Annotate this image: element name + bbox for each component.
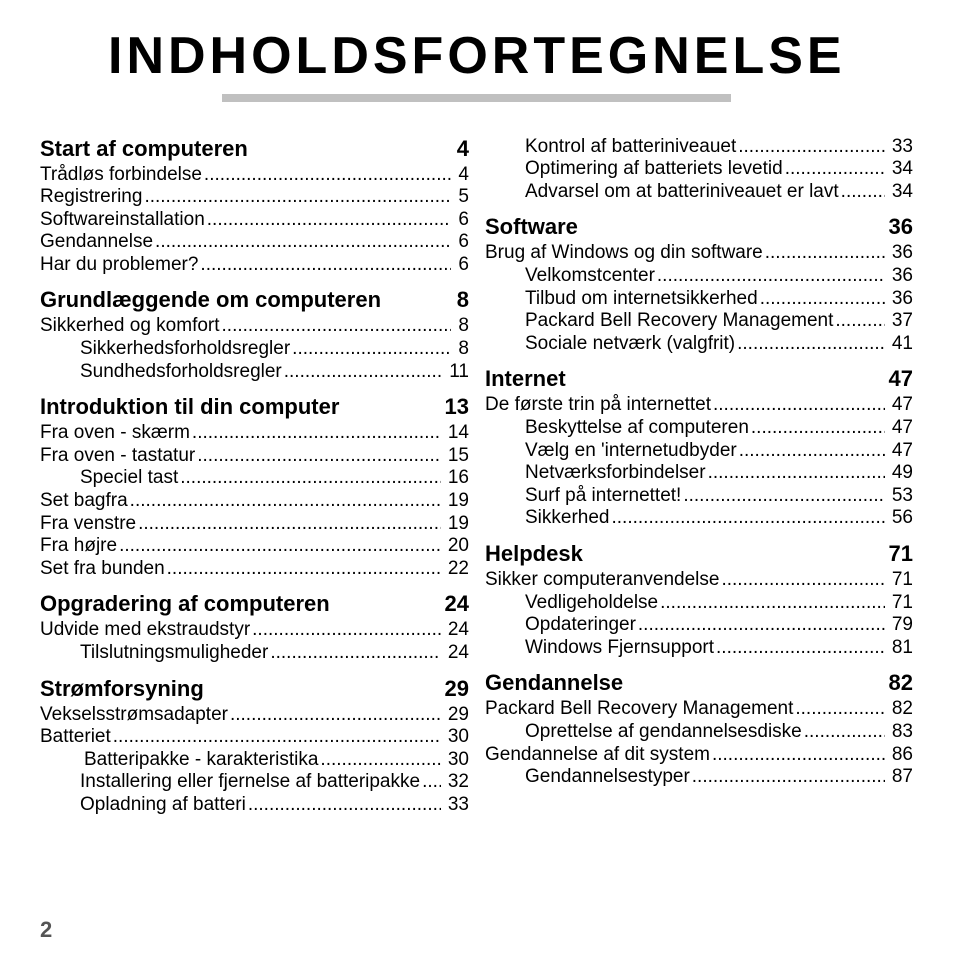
toc-section-heading[interactable] [485, 363, 913, 394]
dot-leader [841, 181, 885, 204]
dot-leader [292, 338, 451, 361]
subentry-title: Netværksforbindelser [525, 462, 706, 484]
entry-title: Sikkerhed og komfort [40, 315, 220, 337]
section-title: Strømforsyning [40, 675, 204, 701]
entry-page: 14 [447, 422, 469, 444]
dot-leader [713, 394, 885, 417]
toc-subentry[interactable] [485, 592, 913, 615]
dot-leader [230, 704, 441, 727]
toc-section-heading[interactable] [40, 284, 469, 315]
entry-page: 47 [891, 394, 913, 416]
subentry-page: 16 [447, 467, 469, 489]
toc-entry[interactable] [485, 744, 913, 767]
toc-entry[interactable] [485, 242, 913, 265]
toc-entry[interactable] [40, 209, 469, 232]
dot-leader [248, 794, 441, 817]
entry-page: 24 [447, 619, 469, 641]
entry-title: Set bagfra [40, 490, 128, 512]
toc-subentry[interactable] [40, 361, 469, 384]
dot-leader [721, 569, 884, 592]
entry-title: Fra venstre [40, 512, 137, 534]
subentry-page: 34 [891, 180, 913, 202]
toc-subentry[interactable] [485, 462, 913, 485]
toc-section-heading[interactable] [40, 588, 469, 619]
entry-title: Packard Bell Recovery Management [485, 698, 794, 720]
toc-subentry[interactable] [485, 181, 913, 204]
page-title: INDHOLDSFORTEGNELSE [108, 27, 846, 85]
subentry-page: 32 [447, 771, 469, 793]
section-page: 71 [888, 541, 913, 566]
toc-entry[interactable] [40, 513, 469, 536]
subentry-page: 53 [891, 484, 913, 506]
subentry-page: 49 [891, 462, 913, 484]
entry-title: De første trin på internettet [485, 394, 711, 416]
entry-title: Sikker computeranvendelse [485, 569, 720, 590]
subentry-page: 8 [458, 338, 469, 360]
toc-subentry[interactable] [485, 333, 913, 356]
dot-leader [138, 513, 441, 536]
entry-title: Batteriet [40, 726, 111, 748]
dot-leader [422, 771, 441, 794]
section-title: Software [485, 214, 578, 240]
entry-page: 86 [891, 743, 913, 765]
subentry-page: 37 [891, 310, 913, 332]
dot-leader [200, 254, 451, 277]
toc-entry[interactable] [40, 231, 469, 254]
toc-entry[interactable] [40, 445, 469, 468]
toc-entry[interactable] [40, 619, 469, 642]
dot-leader [252, 619, 441, 642]
subentry-title: Kontrol af batteriniveauet [525, 135, 737, 157]
subentry-title: Sikkerhed [525, 507, 610, 529]
dot-leader [130, 490, 441, 513]
subentry-page: 36 [891, 265, 913, 287]
entry-title: Vekselsstrømsadapter [40, 703, 228, 725]
section-page: 82 [888, 670, 913, 696]
subentry-title: Sundhedsforholdsregler [80, 360, 282, 382]
toc-subentry[interactable] [40, 338, 469, 361]
entry-page: 29 [447, 703, 469, 725]
entry-title: Trådløs forbindelse [40, 163, 202, 185]
subentry-title: Installering eller fjernelse af batteripakke [80, 771, 421, 793]
dot-leader [270, 642, 441, 665]
entry-page: 30 [447, 726, 469, 748]
dot-leader [207, 209, 452, 232]
subentry-title: Tilbud om internetsikkerhed [525, 287, 758, 309]
section-page: 36 [888, 214, 913, 240]
toc-subentry[interactable] [485, 288, 913, 311]
toc-subentry[interactable] [485, 637, 913, 660]
dot-leader [708, 462, 885, 485]
dot-leader [739, 440, 885, 463]
entry-title: Udvide med ekstraudstyr [40, 619, 251, 641]
subentry-page: 24 [447, 642, 469, 663]
toc-entry[interactable] [485, 569, 913, 592]
dot-leader [284, 361, 443, 384]
toc-entry[interactable] [40, 254, 469, 277]
subentry-title: Packard Bell Recovery Management [525, 310, 834, 332]
entry-title: Set fra bunden [40, 557, 165, 579]
entry-title: Fra oven - skærm [40, 422, 190, 444]
subentry-title: Speciel tast [80, 467, 179, 489]
entry-title: Har du problemer? [40, 253, 199, 275]
dot-leader [612, 507, 885, 530]
toc-subentry[interactable] [40, 642, 469, 665]
toc-subentry[interactable] [40, 749, 469, 772]
subentry-title: Beskyttelse af computeren [525, 417, 749, 439]
toc-subentry[interactable] [485, 485, 913, 508]
section-title: Gendannelse [485, 670, 624, 696]
entry-page: 36 [891, 242, 913, 264]
title-underline-bar [222, 94, 731, 102]
subentry-title: Sociale netværk (valgfrit) [525, 332, 736, 354]
subentry-page: 47 [891, 439, 913, 461]
subentry-page: 33 [447, 793, 469, 815]
entry-title: Registrering [40, 186, 143, 208]
dot-leader [712, 744, 885, 767]
dot-leader [692, 766, 885, 789]
subentry-title: Opdateringer [525, 614, 636, 636]
page-number: 2 [40, 917, 53, 942]
entry-page: 6 [458, 231, 469, 253]
entry-page: 82 [891, 698, 913, 720]
section-page: 8 [456, 287, 469, 313]
dot-leader [795, 698, 884, 721]
toc-subentry[interactable] [485, 265, 913, 288]
toc-section-heading[interactable] [40, 133, 469, 164]
subentry-page: 79 [891, 614, 913, 636]
toc-entry[interactable] [40, 315, 469, 338]
subentry-title: Windows Fjernsupport [525, 636, 715, 658]
toc-left-column [40, 133, 469, 817]
entry-title: Brug af Windows og din software [485, 242, 763, 264]
subentry-page: 34 [891, 158, 913, 180]
subentry-page: 71 [891, 591, 913, 613]
dot-leader [760, 288, 885, 311]
subentry-title: Optimering af batteriets levetid [525, 158, 783, 180]
dot-leader [785, 158, 885, 181]
entry-page: 5 [458, 186, 469, 208]
subentry-page: 81 [891, 636, 913, 658]
entry-page: 15 [447, 444, 469, 466]
toc-subentry[interactable] [485, 417, 913, 440]
subentry-title: Oprettelse af gendannelsesdiske [525, 720, 802, 742]
dot-leader [638, 614, 885, 637]
section-title: Start af computeren [40, 135, 248, 161]
entry-page: 8 [458, 315, 469, 337]
dot-leader [716, 637, 885, 660]
toc-subentry[interactable] [485, 766, 913, 789]
section-title: Grundlæggende om computeren [40, 287, 382, 313]
toc-entry[interactable] [40, 535, 469, 558]
toc-subentry[interactable] [485, 721, 913, 744]
dot-leader [835, 310, 884, 333]
dot-leader [192, 422, 441, 445]
toc-subentry[interactable] [40, 794, 469, 817]
subentry-page: 87 [891, 766, 913, 788]
subentry-page: 41 [891, 332, 913, 354]
subentry-page: 30 [447, 748, 469, 770]
entry-page: 22 [447, 557, 469, 579]
entry-page: 20 [447, 535, 469, 557]
dot-leader [180, 467, 441, 490]
toc-entry[interactable] [40, 726, 469, 749]
dot-leader [804, 721, 885, 744]
toc-subentry[interactable] [485, 440, 913, 463]
subentry-page: 33 [891, 135, 913, 157]
subentry-page: 11 [449, 360, 469, 382]
subentry-page: 83 [891, 720, 913, 742]
toc-subentry[interactable] [40, 467, 469, 490]
entry-title: Fra oven - tastatur [40, 444, 196, 466]
subentry-page: 56 [891, 507, 913, 529]
toc-subentry[interactable] [40, 771, 469, 794]
dot-leader [167, 558, 441, 581]
toc-entry[interactable] [40, 186, 469, 209]
toc-entry[interactable] [40, 558, 469, 581]
dot-leader [113, 726, 441, 749]
dot-leader [119, 535, 441, 558]
toc-subentry[interactable] [485, 158, 913, 181]
entry-page: 4 [458, 163, 469, 185]
toc-right-column [485, 136, 913, 789]
toc-subentry[interactable] [485, 614, 913, 637]
toc-subentry[interactable] [485, 310, 913, 333]
dot-leader [320, 749, 440, 772]
dot-leader [657, 265, 885, 288]
toc-section-heading[interactable] [485, 538, 913, 569]
toc-section-heading[interactable] [485, 211, 913, 242]
section-page: 4 [456, 135, 469, 161]
entry-page: 6 [458, 208, 469, 230]
toc-subentry[interactable] [485, 507, 913, 530]
dot-leader [751, 417, 885, 440]
dot-leader [683, 485, 885, 508]
toc-entry[interactable] [40, 164, 469, 187]
section-page: 13 [444, 394, 469, 420]
toc-section-heading[interactable] [40, 391, 469, 422]
dot-leader [738, 136, 885, 159]
section-title: Opgradering af computeren [40, 591, 330, 617]
section-title: Introduktion til din computer [40, 394, 340, 420]
toc-entry[interactable] [40, 490, 469, 513]
section-title: Internet [485, 366, 566, 392]
dot-leader [155, 231, 451, 254]
entry-title: Gendannelse [40, 231, 154, 253]
section-page: 47 [888, 366, 913, 392]
toc-entry[interactable] [40, 422, 469, 445]
subentry-title: Tilslutningsmuligheder [80, 642, 269, 663]
section-title: Helpdesk [485, 541, 583, 566]
entry-page: 71 [891, 569, 913, 590]
entry-page: 6 [458, 253, 469, 275]
toc-section-heading[interactable] [485, 667, 913, 698]
toc-subentry[interactable] [485, 136, 913, 159]
dot-leader [660, 592, 885, 615]
toc-section-heading[interactable] [40, 673, 469, 704]
subentry-title: Vedligeholdelse [525, 591, 659, 613]
section-page: 29 [444, 675, 469, 701]
dot-leader [204, 164, 452, 187]
subentry-title: Advarsel om at batteriniveauet er lavt [525, 180, 839, 202]
toc-entry[interactable] [40, 704, 469, 727]
dot-leader [765, 242, 885, 265]
dot-leader [144, 186, 451, 209]
subentry-title: Vælg en 'internetudbyder [525, 439, 737, 461]
subentry-title: Gendannelsestyper [525, 766, 690, 788]
entry-title: Fra højre [40, 535, 118, 557]
subentry-page: 47 [891, 417, 913, 439]
subentry-page: 36 [891, 287, 913, 309]
toc-entry[interactable] [485, 698, 913, 721]
subentry-title: Surf på internettet! [525, 484, 682, 506]
subentry-title: Sikkerhedsforholdsregler [80, 338, 291, 360]
dot-leader [222, 315, 452, 338]
entry-page: 19 [447, 490, 469, 512]
subentry-title: Velkomstcenter [525, 265, 655, 287]
entry-page: 19 [447, 512, 469, 534]
dot-leader [737, 333, 885, 356]
toc-entry[interactable] [485, 394, 913, 417]
subentry-title: Opladning af batteri [80, 793, 246, 815]
subentry-title: Batteripakke - karakteristika [84, 748, 319, 770]
entry-title: Gendannelse af dit system [485, 743, 710, 765]
section-page: 24 [444, 591, 469, 617]
dot-leader [197, 445, 441, 468]
entry-title: Softwareinstallation [40, 208, 205, 230]
